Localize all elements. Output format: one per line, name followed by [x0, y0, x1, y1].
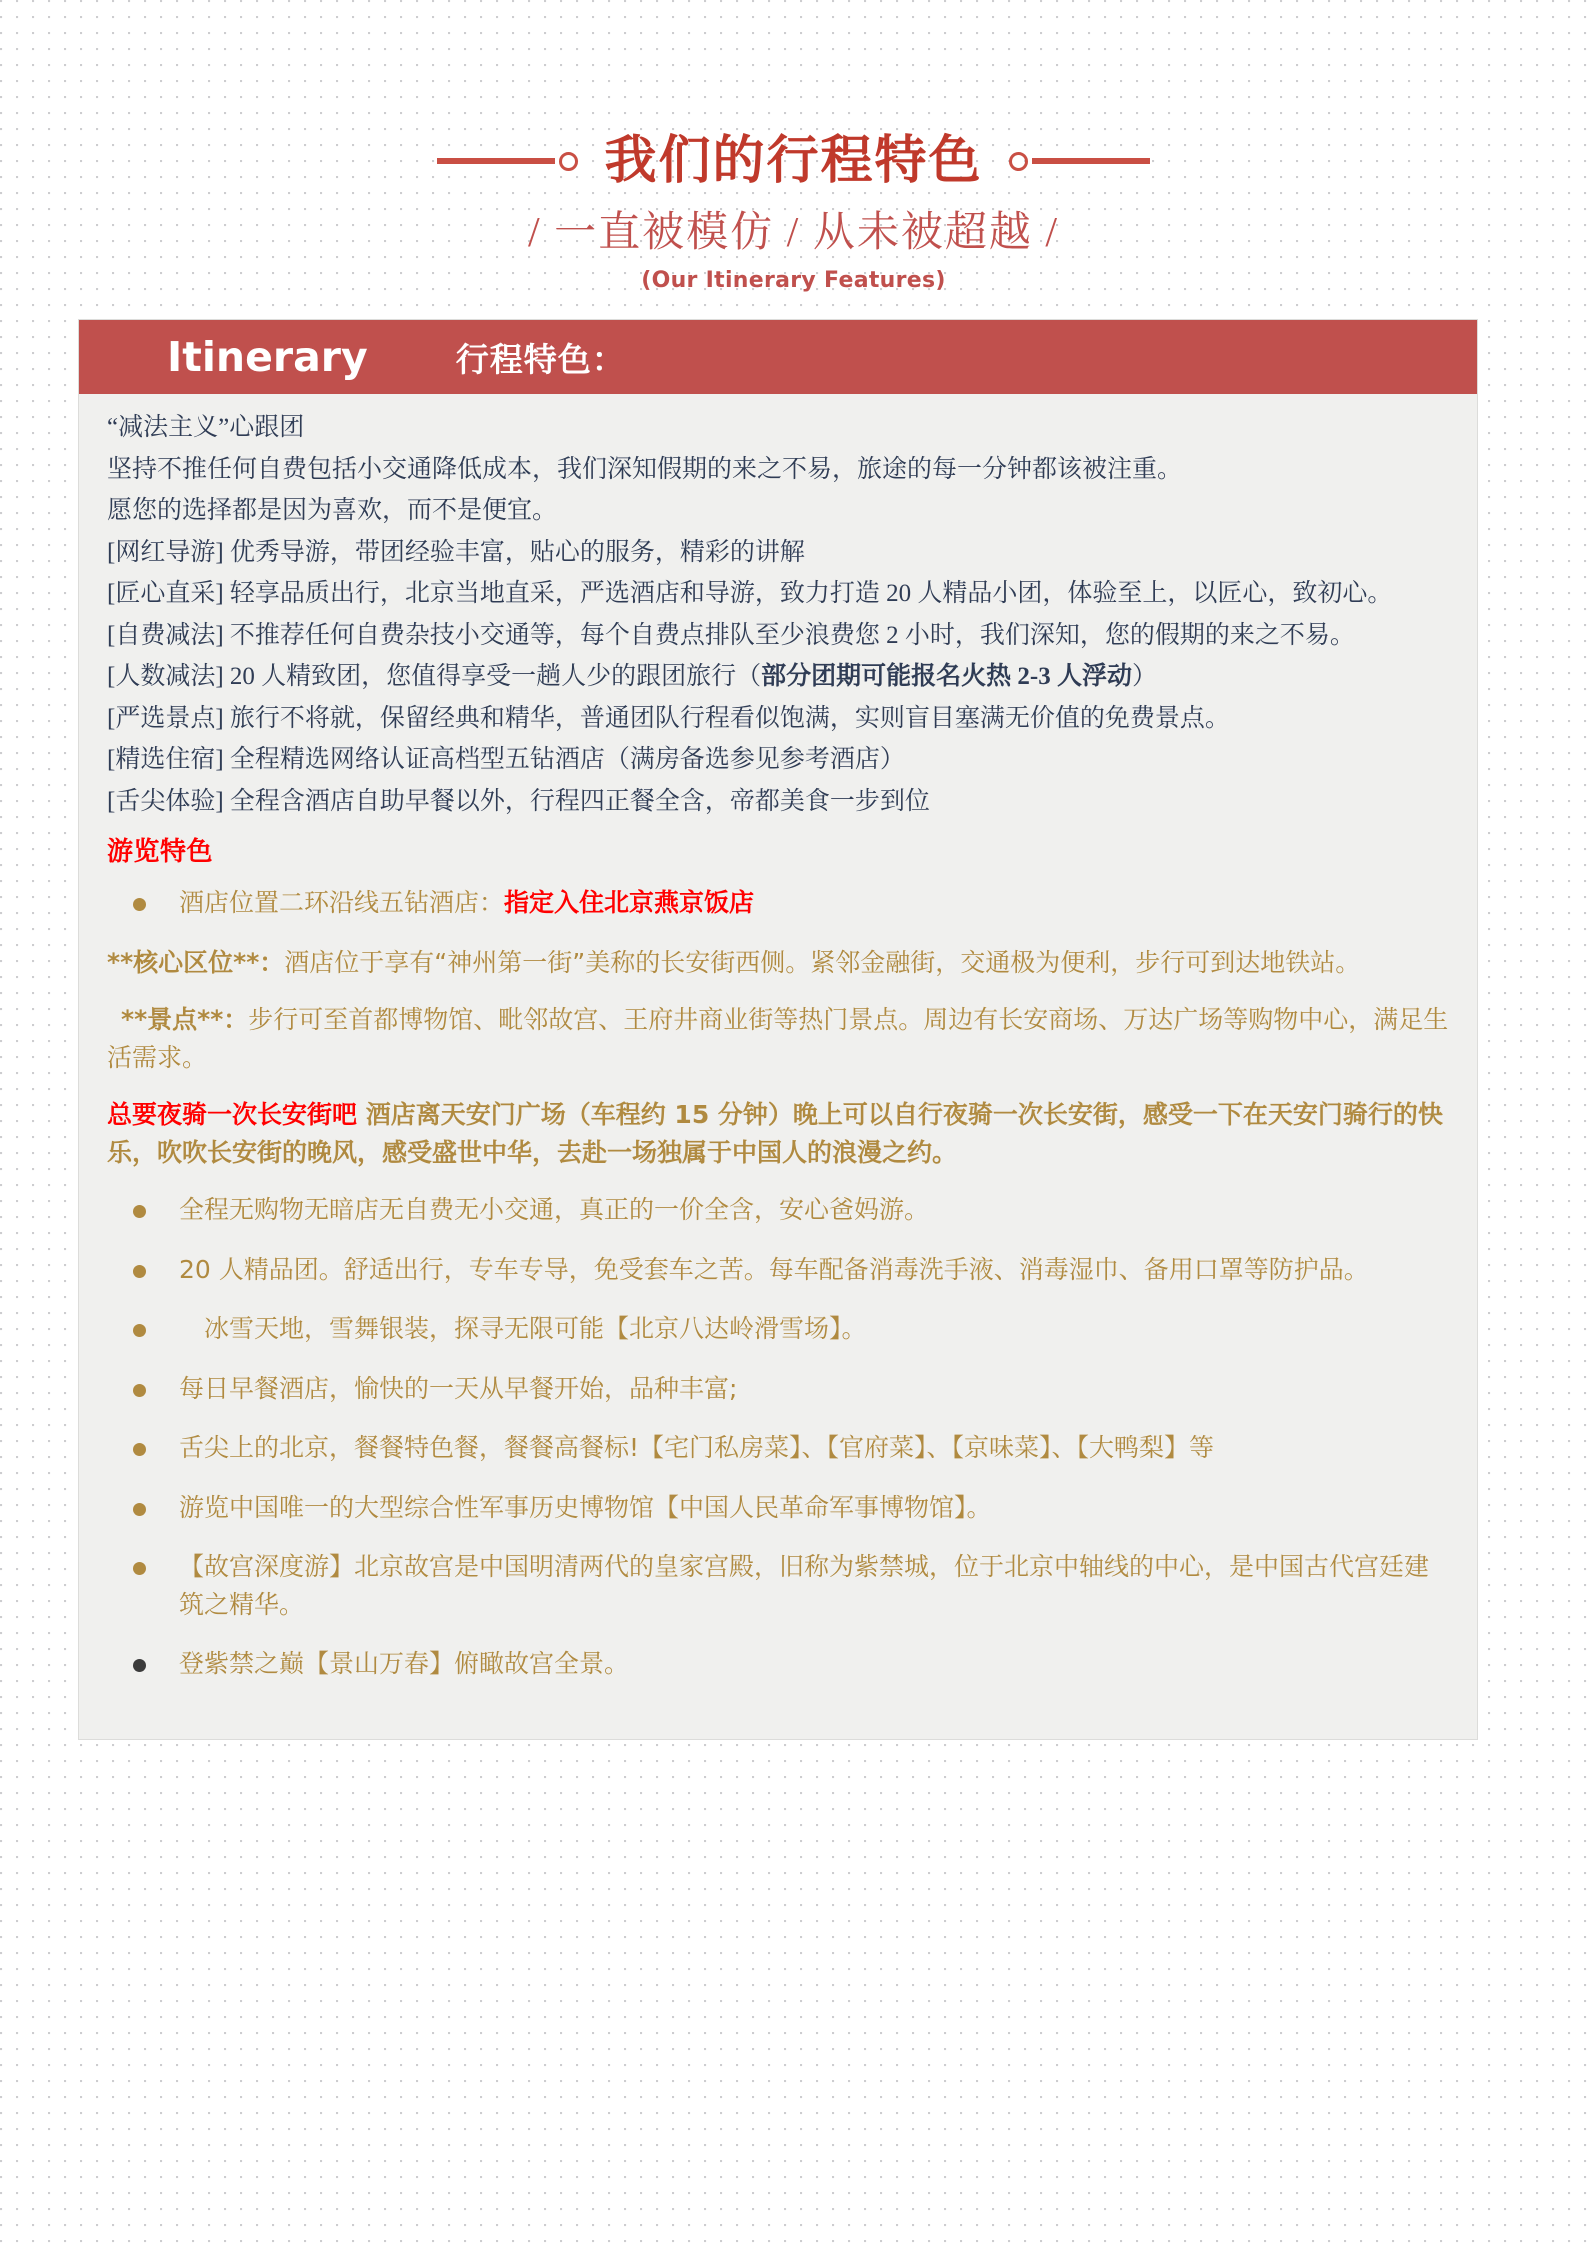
list-item-hotel	[107, 884, 1449, 922]
intro-people-plain: [人数减法] 20 人精致团，您值得享受一趟人少的跟团旅行（	[107, 663, 762, 691]
decorative-circle-left-icon	[559, 152, 578, 171]
scenic-text: 步行可至首都博物馆、毗邻故宫、王府井商业街等热门景点。周边有长安商场、万达广场等购物中心，满足生活需求。	[107, 1005, 1449, 1072]
itinerary-card	[78, 319, 1478, 1740]
night-ride-highlight: 总要夜骑一次长安街吧	[107, 1100, 358, 1130]
intro-line: [严选景点] 旅行不将就，保留经典和精华，普通团队行程看似饱满，实则盲目塞满无价值的免费景点。	[107, 704, 1230, 732]
itinerary-card-body	[79, 394, 1477, 1739]
list-item: 全程无购物无暗店无自费无小交通，真正的一价全含，安心爸妈游。	[107, 1191, 1449, 1229]
title-row	[0, 128, 1587, 194]
paragraph-core-location	[107, 944, 1449, 982]
list-item: 舌尖上的北京，餐餐特色餐，餐餐高餐标!【宅门私房菜】、【官府菜】、【京味菜】、【大鸭梨】等	[107, 1429, 1449, 1467]
list-item: 20 人精品团。舒适出行，专车专导，免受套车之苦。每车配备消毒洗手液、消毒湿巾、备用口罩等防护品。	[107, 1251, 1449, 1289]
paragraph-scenic-spots	[107, 1001, 1449, 1076]
intro-block	[107, 408, 1449, 821]
hotel-text-highlight: 指定入住北京燕京饭店	[504, 888, 755, 918]
intro-line: 坚持不推任何自费包括小交通降低成本，我们深知假期的来之不易，旅途的每一分钟都该被注重。	[107, 455, 1183, 483]
intro-line: “减法主义”心跟团	[107, 414, 305, 442]
page-subtitle: / 一直被模仿 / 从未被超越 /	[527, 210, 1059, 256]
card-header-label-chinese: 行程特色：	[455, 339, 626, 379]
intro-line: 愿您的选择都是因为喜欢，而不是便宜。	[107, 497, 558, 525]
intro-line: [网红导游] 优秀导游，带团经验丰富，贴心的服务，精彩的讲解	[107, 538, 805, 566]
tour-features-list	[107, 884, 1449, 922]
core-location-label: **核心区位**：	[107, 947, 285, 977]
list-item: 【故宫深度游】北京故宫是中国明清两代的皇家宫殿，旧称为紫禁城，位于北京中轴线的中心，是中国古代宫廷建筑之精华。	[107, 1548, 1449, 1623]
intro-line: [舌尖体验] 全程含酒店自助早餐以外，行程四正餐全含，帝都美食一步到位	[107, 787, 930, 815]
list-item: 冰雪天地，雪舞银装，探寻无限可能【北京八达岭滑雪场】。	[107, 1310, 1449, 1348]
list-item: 每日早餐酒店，愉快的一天从早餐开始，品种丰富;	[107, 1370, 1449, 1408]
intro-line-people-count	[107, 657, 1449, 697]
section-heading-tour-features: 游览特色	[107, 837, 214, 868]
decorative-line-left	[437, 158, 555, 164]
scenic-label: **景点**：	[121, 1005, 249, 1035]
intro-people-bold: 部分团期可能报名火热 2-3 人浮动	[761, 663, 1132, 691]
core-location-text: 酒店位于享有“神州第一街”美称的长安街西侧。紧邻金融街，交通极为便利，步行可到达地铁站。	[284, 947, 1361, 977]
tour-features-bullet-list	[107, 1191, 1449, 1683]
hotel-text-plain: 酒店位置二环沿线五钻酒店：	[179, 888, 505, 918]
decorative-circle-right-icon	[1009, 152, 1028, 171]
list-item: 游览中国唯一的大型综合性军事历史博物馆【中国人民革命军事博物馆】。	[107, 1489, 1449, 1527]
night-ride-text: 酒店离天安门广场（车程约 15 分钟）晚上可以自行夜骑一次长安街，感受一下在天安门骑行的快乐，吹吹长安街的晚风，感受盛世中华，去赴一场独属于中国人的浪漫之约。	[107, 1100, 1443, 1167]
intro-line: [匠心直采] 轻享品质出行，北京当地直采，严选酒店和导游，致力打造 20 人精品小团，体验至上，以匠心，致初心。	[107, 580, 1393, 608]
itinerary-card-header	[79, 320, 1477, 394]
intro-people-tail: ）	[1131, 663, 1157, 691]
page-title: 我们的行程特色	[604, 131, 983, 191]
list-item: 登紫禁之巅【景山万春】俯瞰故宫全景。	[107, 1645, 1449, 1683]
intro-line: [自费减法] 不推荐任何自费杂技小交通等，每个自费点排队至少浪费您 2 小时，我们深知，您的假期的来之不易。	[107, 621, 1355, 649]
page-header	[0, 0, 1587, 293]
card-header-label-english: Itinerary	[167, 333, 368, 382]
decorative-line-right	[1032, 158, 1150, 164]
page-subtitle-english: (Our Itinerary Features)	[641, 268, 946, 294]
paragraph-night-ride	[107, 1096, 1449, 1171]
intro-line: [精选住宿] 全程精选网络认证高档型五钻酒店（满房备选参见参考酒店）	[107, 746, 905, 774]
